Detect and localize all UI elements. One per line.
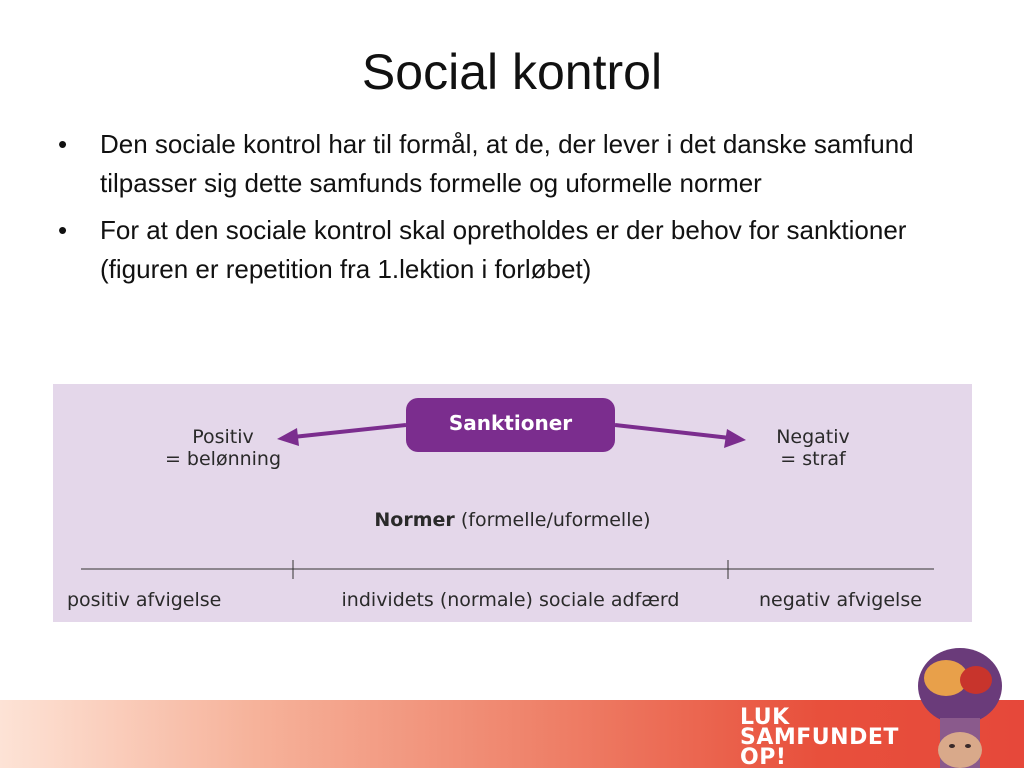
left-arrow-line bbox=[293, 425, 406, 437]
norms-rest: (formelle/uformelle) bbox=[454, 509, 651, 531]
positive-label bbox=[153, 426, 293, 470]
logo-line2: SAMFUNDET bbox=[740, 725, 899, 750]
positive-line1: Positiv bbox=[192, 426, 254, 448]
positive-line2: = belønning bbox=[164, 448, 282, 470]
scale-right-label: negativ afvigelse bbox=[759, 589, 922, 611]
negative-label bbox=[753, 426, 873, 470]
scale-left-label: positiv afvigelse bbox=[67, 589, 222, 611]
bullet-text: For at den sociale kontrol skal opretholdes er der behov for sanktioner (figuren er repetition fra 1.lektion i forløbet) bbox=[100, 215, 907, 284]
logo-line3: OP! bbox=[740, 745, 787, 770]
logo-line1: LUK bbox=[740, 705, 790, 730]
norms-bold: Normer bbox=[374, 509, 455, 531]
right-arrow-line bbox=[615, 425, 730, 438]
bullet-list bbox=[58, 125, 968, 297]
bullet-item bbox=[58, 211, 968, 289]
norms-label bbox=[53, 509, 972, 531]
sanctions-label: Sanktioner bbox=[406, 398, 615, 452]
campaign-poster-image bbox=[906, 648, 1024, 768]
negative-line2: = straf bbox=[780, 448, 846, 470]
right-arrow-head-icon bbox=[724, 429, 746, 448]
campaign-logo bbox=[740, 705, 899, 770]
slide-title: Social kontrol bbox=[361, 44, 663, 100]
bullet-item bbox=[58, 125, 968, 203]
negative-line1: Negativ bbox=[776, 426, 850, 448]
bullet-dot-icon: • bbox=[58, 129, 68, 159]
scale-center-label: individets (normale) sociale adfærd bbox=[341, 589, 680, 611]
sanctions-figure bbox=[53, 384, 972, 622]
bullet-dot-icon: • bbox=[58, 215, 68, 245]
bullet-text: Den sociale kontrol har til formål, at de, der lever i det danske samfund tilpasser sig dette samfunds formelle og uformelle normer bbox=[100, 129, 914, 198]
